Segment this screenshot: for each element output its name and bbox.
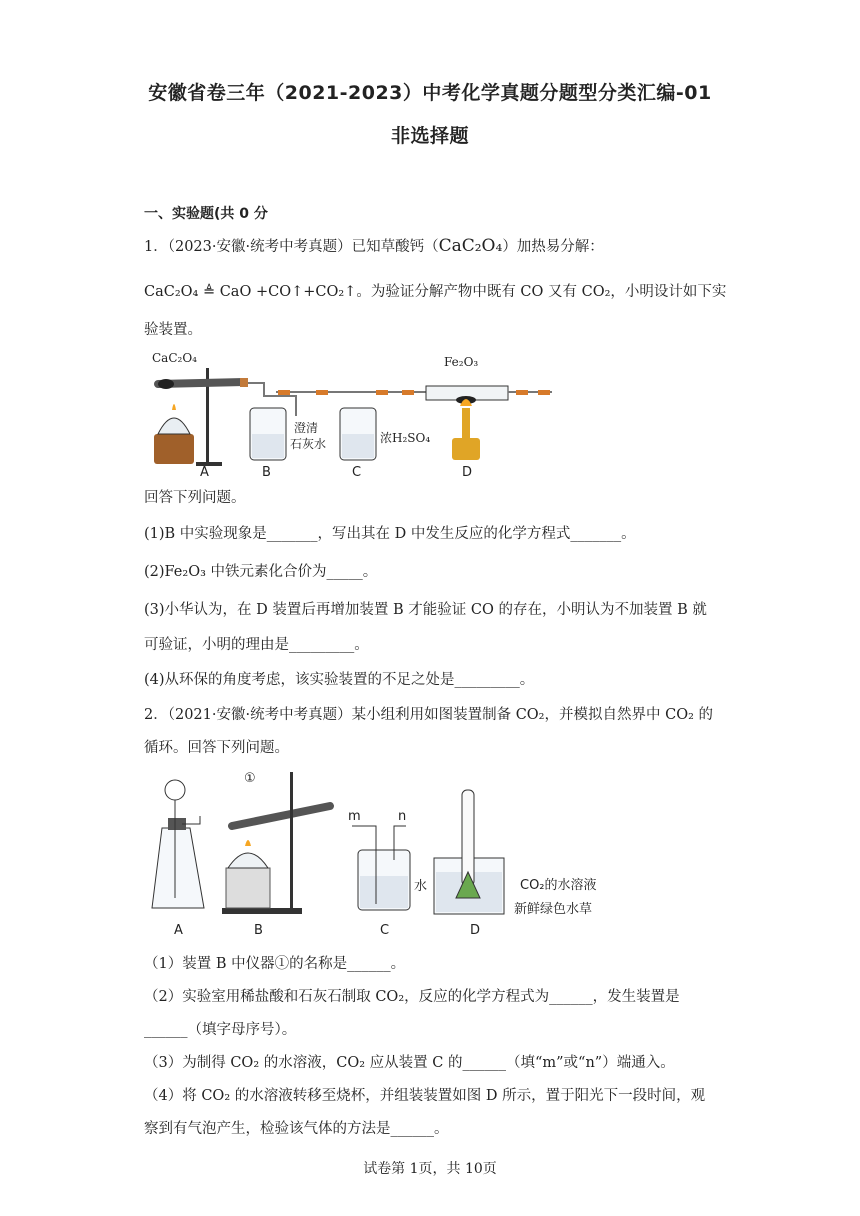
q2-sub1: （1）装置 B 中仪器①的名称是______。 — [144, 956, 406, 972]
q1-intro-c: ）加热易分解： — [502, 239, 604, 255]
q2-label-circle1: ① — [244, 771, 256, 786]
q2-label-c: C — [380, 923, 390, 938]
test-tube — [232, 806, 330, 826]
alcohol-blowtorch — [462, 408, 470, 438]
q2-label-co2-solution: CO₂的水溶液 — [520, 878, 597, 893]
q1-sub2: (2)Fe₂O₃ 中铁元素化合价为_____。 — [144, 564, 378, 580]
q2-apparatus-figure — [144, 768, 644, 940]
q1-label-limewater2: 石灰水 — [290, 437, 327, 451]
q1-sub3b: 可验证，小明的理由是_________。 — [144, 637, 369, 653]
q2-sub3: （3）为制得 CO₂ 的水溶液，CO₂ 应从装置 C 的______（填“m”或“n”）端通入。 — [144, 1055, 675, 1071]
q1-prompt: 回答下列问题。 — [144, 490, 246, 506]
q1-sub3a: (3)小华认为，在 D 装置后再增加装置 B 才能验证 CO 的存在，小明认为不加装置 B 就 — [144, 602, 707, 618]
q2-sub4b: 察到有气泡产生，检验该气体的方法是______。 — [144, 1121, 449, 1137]
q1-label-a: A — [200, 465, 209, 480]
q1-intro-a: 1．（2023·安徽·统考中考真题）已知草酸钙（ — [144, 239, 439, 255]
q2-label-m: m — [348, 809, 361, 824]
flame-icon — [172, 404, 176, 410]
q1-sub1: (1)B 中实验现象是_______，写出其在 D 中发生反应的化学方程式_______。 — [144, 526, 636, 542]
q1-sub4: (4)从环保的角度考虑，该实验装置的不足之处是_________。 — [144, 672, 535, 688]
iron-stand-rod — [290, 772, 293, 912]
section-heading: 一、实验题(共 0 分 — [144, 206, 268, 222]
stopper — [240, 378, 248, 387]
q2-label-plant: 新鲜绿色水草 — [514, 902, 593, 917]
alcohol-lamp — [158, 418, 190, 434]
q1-label-h2so4: 浓H₂SO₄ — [380, 431, 431, 445]
solid-sample — [158, 379, 174, 389]
flame-icon — [245, 840, 251, 846]
q2-label-n: n — [398, 809, 407, 824]
q2-label-d: D — [470, 923, 481, 938]
long-neck-funnel — [165, 780, 185, 800]
q2-sub2a: （2）实验室用稀盐酸和石灰石制取 CO₂，反应的化学方程式为______，发生装置是 — [144, 989, 680, 1005]
page-footer: 试卷第 1页，共 10页 — [363, 1161, 497, 1177]
q2-label-b: B — [254, 923, 263, 938]
q1-equation-cont: 验装置。 — [144, 322, 202, 338]
q1-formula: CaC₂O₄ — [438, 236, 503, 256]
conical-flask — [152, 828, 204, 908]
wood-block — [226, 868, 270, 908]
wood-block — [154, 434, 194, 464]
q1-label-c: C — [352, 465, 362, 480]
q1-apparatus-figure — [144, 346, 564, 482]
q1-label-b: B — [262, 465, 271, 480]
doc-title-line1: 安徽省卷三年（2021-2023）中考化学真题分题型分类汇编-01 — [148, 82, 712, 104]
q1-equation: CaC₂O₄ ≜ CaO +CO↑+CO₂↑。为验证分解产物中既有 CO 又有 CO₂，小明设计如下实 — [144, 284, 727, 300]
stand-base — [222, 908, 302, 914]
q1-label-cac2o4: CaC₂O₄ — [152, 351, 197, 365]
q1-intro — [144, 236, 744, 257]
alcohol-lamp — [228, 853, 268, 868]
q2-label-a: A — [174, 923, 183, 938]
doc-title-line2: 非选择题 — [390, 125, 469, 147]
q2-sub2b: ______（填字母序号）。 — [144, 1022, 297, 1038]
q1-label-fe2o3: Fe₂O₃ — [444, 355, 479, 369]
q2-intro-a: 2．（2021·安徽·统考中考真题）某小组利用如图装置制备 CO₂，并模拟自然界中 CO₂ 的 — [144, 707, 714, 723]
q2-intro-b: 循环。回答下列问题。 — [144, 740, 289, 756]
q2-label-water: 水 — [414, 879, 428, 894]
q2-sub4a: （4）将 CO₂ 的水溶液转移至烧杯，并组装装置如图 D 所示，置于阳光下一段时间，观 — [144, 1088, 706, 1104]
q1-label-limewater1: 澄清 — [294, 421, 319, 435]
q1-label-d: D — [462, 465, 473, 480]
